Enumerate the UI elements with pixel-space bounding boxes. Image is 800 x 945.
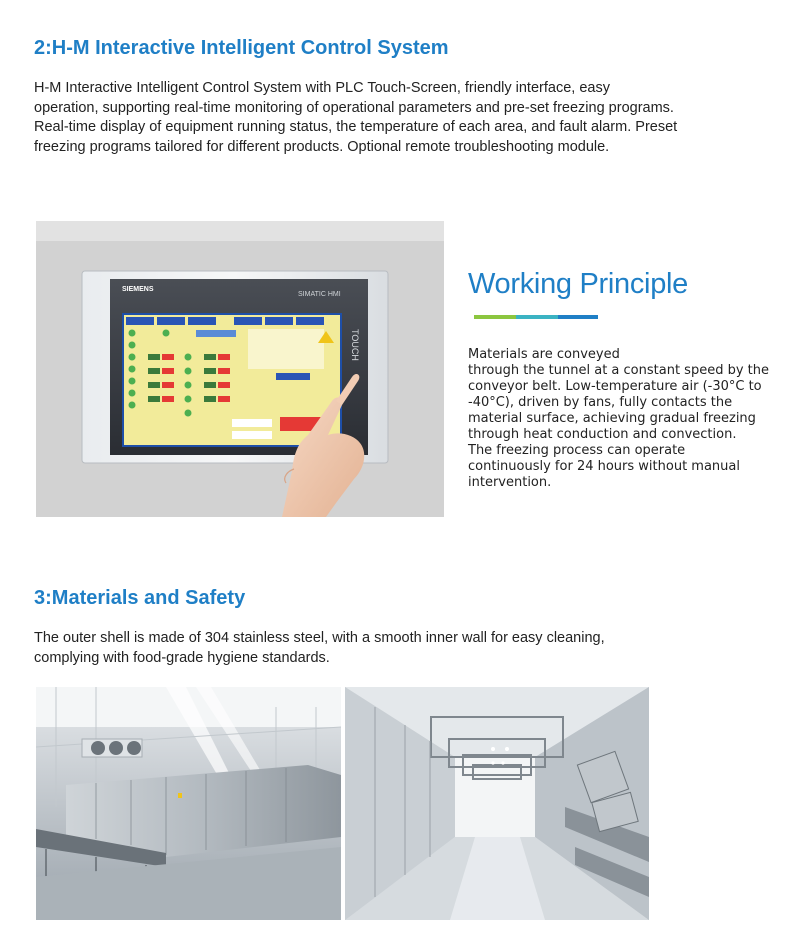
tunnel-interior-photo xyxy=(345,687,649,920)
section3-title: 3:Materials and Safety xyxy=(34,587,246,609)
working-principle-underline xyxy=(474,315,598,319)
simatic-label: SIMATIC HMI xyxy=(298,291,341,298)
hmi-photo-illustration xyxy=(36,221,444,517)
underline-segment-green xyxy=(474,315,516,319)
working-principle-text: Materials are conveyed through the tunnel at a constant speed by the conveyor belt. Low-temperature air (-30°C to -40°C), driven by fans, fully contacts the material surface, achieving gradual freezing through heat conduction and convection. The freezing process can operate continuously for 24 hours without manual intervention. xyxy=(468,347,769,490)
hmi-touchscreen-photo xyxy=(36,221,444,517)
touch-label: TOUCH xyxy=(350,329,360,361)
underline-segment-blue xyxy=(558,315,598,319)
section2-description: H-M Interactive Intelligent Control System with PLC Touch-Screen, friendly interface, easy operation, supporting real-time monitoring of operational parameters and pre-set freezing programs. Real-time display of equipment running status, the temperature of each area, and fault alarm. Preset freezing programs tailored for different products. Optional remote troubleshooting module. xyxy=(34,80,678,155)
tunnel-freezer-photo xyxy=(36,687,341,920)
section3-description: The outer shell is made of 304 stainless steel, with a smooth inner wall for easy cleaning, complying with food-grade hygiene standards. xyxy=(34,630,605,666)
working-principle-title: Working Principle xyxy=(468,268,689,300)
section2-title: 2:H-M Interactive Intelligent Control System xyxy=(34,37,449,59)
tunnel-photo-illustration xyxy=(36,687,341,920)
siemens-label: SIEMENS xyxy=(122,286,154,293)
interior-photo-illustration xyxy=(345,687,649,920)
underline-segment-teal xyxy=(516,315,558,319)
